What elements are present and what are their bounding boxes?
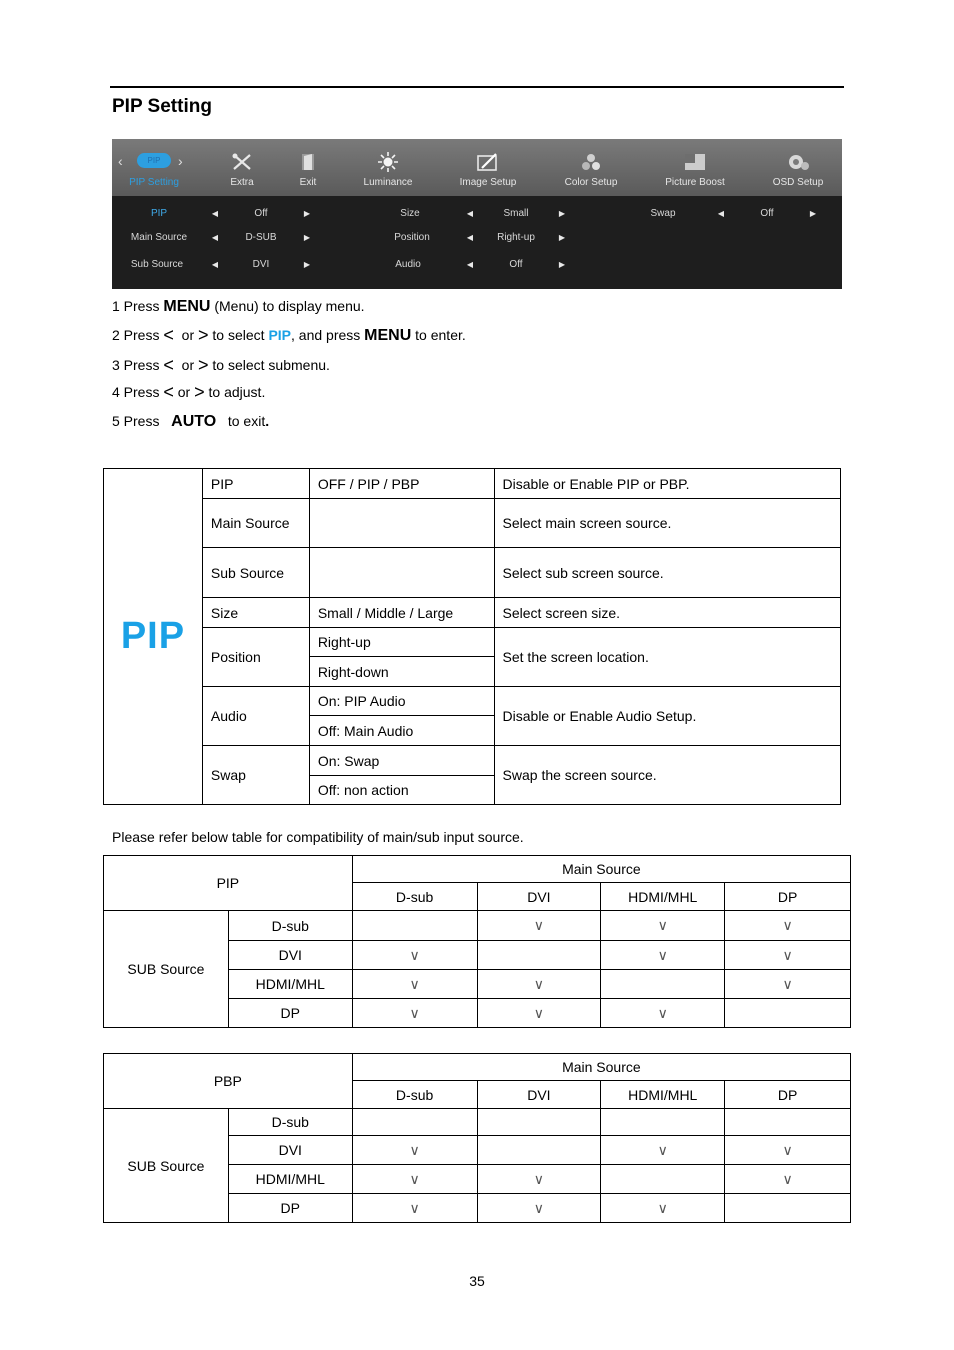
check-cell: ∨ [352, 970, 477, 999]
table-cell: Small / Middle / Large [309, 598, 494, 628]
table-row [104, 911, 851, 941]
check-cell: ∨ [725, 1165, 851, 1194]
row-header: DVI [228, 1136, 352, 1165]
chevron-right-icon: > [194, 382, 205, 402]
step-text: 4 Press [112, 384, 160, 400]
top-divider [110, 86, 844, 88]
table-cell: On: Swap [309, 746, 494, 776]
table-cell: Off: Main Audio [309, 716, 494, 746]
table-cell: Position [202, 628, 309, 687]
osd-tab-image-setup[interactable] [438, 139, 538, 196]
check-cell: ∨ [725, 1136, 851, 1165]
column-header: DVI [477, 1081, 601, 1109]
check-cell: ∨ [601, 999, 725, 1028]
pip-highlight: PIP [268, 327, 292, 343]
check-cell: ∨ [352, 941, 477, 970]
instruction-step-2 [112, 327, 466, 345]
chevron-right-icon: > [198, 355, 209, 375]
check-cell: ∨ [352, 1165, 477, 1194]
osd-menu-screenshot [112, 139, 842, 289]
table-cell: Swap the screen source. [494, 746, 840, 805]
osd-value: Off [760, 208, 774, 219]
check-cell: ∨ [352, 1136, 477, 1165]
page-number: 35 [469, 1273, 485, 1289]
check-cell [601, 970, 725, 999]
check-cell: ∨ [477, 999, 601, 1028]
step-text: to exit [227, 413, 266, 429]
table-row [104, 687, 841, 716]
check-cell [725, 1109, 851, 1136]
step-text: or [181, 327, 195, 343]
table-mode-header: PIP [104, 856, 353, 911]
row-header: DP [228, 999, 352, 1028]
osd-tab-label: Exit [299, 177, 317, 188]
check-cell: ∨ [352, 999, 477, 1028]
left-arrow-icon[interactable]: ◀ [717, 209, 725, 218]
check-cell: ∨ [601, 911, 725, 941]
table-cell: Disable or Enable PIP or PBP. [494, 469, 840, 499]
table-cell: Set the screen location. [494, 628, 840, 687]
pip-logo-cell [104, 469, 203, 805]
chevron-right-icon: > [198, 325, 209, 345]
tools-icon [230, 152, 254, 172]
table-cell: Swap [202, 746, 309, 805]
sub-source-header: SUB Source [104, 1109, 229, 1223]
picture-boost-icon [683, 152, 707, 172]
instruction-step-3 [112, 357, 330, 373]
main-source-header: Main Source [352, 856, 850, 883]
table-cell: OFF / PIP / PBP [309, 469, 494, 499]
menu-key-label: MENU [163, 298, 211, 315]
osd-tab-label: PIP Setting [129, 177, 179, 188]
step-text: or [181, 357, 195, 373]
right-arrow-icon[interactable]: ▶ [303, 233, 311, 242]
step-text: 3 Press [112, 357, 160, 373]
left-arrow-icon[interactable]: ◀ [466, 260, 474, 269]
table-cell: On: PIP Audio [309, 687, 494, 716]
table-cell: Main Source [202, 499, 309, 548]
check-cell: ∨ [601, 941, 725, 970]
table-cell [309, 499, 494, 548]
check-cell: ∨ [477, 1194, 601, 1223]
color-circles-icon [579, 152, 603, 172]
table-row [104, 856, 851, 883]
osd-value: Off [254, 208, 268, 219]
table-row [104, 598, 841, 628]
osd-item-swap: Swap [650, 208, 676, 219]
auto-key-label: AUTO [171, 413, 217, 430]
row-header: D-sub [228, 1109, 352, 1136]
osd-tab-pip-setting[interactable] [112, 139, 204, 196]
check-cell: ∨ [725, 911, 851, 941]
row-header: D-sub [228, 911, 352, 941]
table-cell: Disable or Enable Audio Setup. [494, 687, 840, 746]
osd-tab-color-setup[interactable] [541, 139, 641, 196]
page-title: PIP Setting [112, 96, 212, 117]
step-text: to enter. [415, 327, 466, 343]
table-cell: Select screen size. [494, 598, 840, 628]
osd-item-pip: PIP [150, 208, 168, 219]
column-header: DP [725, 1081, 851, 1109]
chevron-left-icon[interactable]: ‹ [118, 153, 123, 169]
osd-tab-label: Luminance [363, 177, 413, 188]
osd-tab-bar [112, 139, 842, 196]
chevron-left-icon: < [163, 382, 174, 402]
pip-compatibility-table [103, 855, 851, 1028]
step-text: or [177, 384, 191, 400]
check-cell [725, 999, 851, 1028]
check-cell: ∨ [352, 1194, 477, 1223]
step-text: to adjust. [208, 384, 266, 400]
pbp-compatibility-table [103, 1053, 851, 1223]
table-cell [309, 548, 494, 598]
table-cell: Select main screen source. [494, 499, 840, 548]
step-text: to select [212, 327, 265, 343]
osd-tab-label: Extra [230, 177, 254, 188]
table-row [104, 1054, 851, 1081]
table-row [104, 746, 841, 776]
column-header: HDMI/MHL [601, 1081, 725, 1109]
pip-function-table [103, 468, 841, 805]
left-arrow-icon[interactable]: ◀ [211, 260, 219, 269]
instruction-step-1 [112, 298, 365, 316]
right-arrow-icon[interactable]: ▶ [809, 209, 817, 218]
right-arrow-icon[interactable]: ▶ [558, 233, 566, 242]
row-header: HDMI/MHL [228, 1165, 352, 1194]
osd-item-main-source: Main Source [130, 232, 188, 243]
table-mode-header: PBP [104, 1054, 353, 1109]
step-text: (Menu) to display menu. [214, 298, 365, 314]
step-text: 5 Press [112, 413, 160, 429]
table-cell: Audio [202, 687, 309, 746]
check-cell [601, 1165, 725, 1194]
table-row [104, 499, 841, 548]
check-cell [352, 911, 477, 941]
check-cell [352, 1109, 477, 1136]
step-text: , and press [291, 327, 361, 343]
right-arrow-icon[interactable]: ▶ [558, 209, 566, 218]
check-cell [477, 941, 601, 970]
sub-source-header: SUB Source [104, 911, 229, 1028]
step-text: 2 Press [112, 327, 160, 343]
left-arrow-icon[interactable]: ◀ [211, 233, 219, 242]
column-header: DVI [477, 883, 601, 911]
right-arrow-icon[interactable]: ▶ [303, 260, 311, 269]
left-arrow-icon[interactable]: ◀ [211, 209, 219, 218]
row-header: DP [228, 1194, 352, 1223]
compatibility-note: Please refer below table for compatibility of main/sub input source. [112, 829, 524, 845]
table-row [104, 469, 841, 499]
osd-item-audio: Audio [395, 259, 421, 270]
menu-key-label: MENU [364, 327, 412, 344]
osd-value: Small [503, 208, 529, 219]
table-row [104, 628, 841, 657]
osd-tab-picture-boost[interactable] [645, 139, 745, 196]
chevron-left-icon: < [163, 355, 174, 375]
osd-value: Off [509, 259, 523, 270]
column-header: D-sub [352, 883, 477, 911]
row-header: DVI [228, 941, 352, 970]
osd-tab-luminance[interactable] [338, 139, 438, 196]
osd-tab-label: Image Setup [459, 177, 517, 188]
column-header: D-sub [352, 1081, 477, 1109]
osd-tab-label: OSD Setup [772, 177, 824, 188]
step-text: . [265, 413, 270, 429]
right-arrow-icon[interactable]: ▶ [558, 260, 566, 269]
row-header: HDMI/MHL [228, 970, 352, 999]
osd-tab-label: Picture Boost [665, 177, 725, 188]
pip-logo: PIP [120, 615, 186, 657]
left-arrow-icon[interactable]: ◀ [466, 233, 474, 242]
table-cell: PIP [202, 469, 309, 499]
osd-item-sub-source: Sub Source [130, 259, 184, 270]
check-cell [477, 1109, 601, 1136]
instruction-step-5 [112, 413, 269, 431]
table-cell: Size [202, 598, 309, 628]
check-cell: ∨ [477, 911, 601, 941]
column-header: HDMI/MHL [601, 883, 725, 911]
check-cell [477, 1136, 601, 1165]
chevron-left-icon: < [163, 325, 174, 345]
main-source-header: Main Source [352, 1054, 850, 1081]
step-text: 1 Press [112, 298, 160, 314]
osd-gear-icon [786, 152, 810, 172]
table-row [104, 548, 841, 598]
osd-value: DVI [252, 259, 270, 270]
osd-item-size: Size [400, 208, 420, 219]
table-cell: Right-up [309, 628, 494, 657]
sun-icon [376, 152, 400, 172]
table-cell: Right-down [309, 657, 494, 687]
osd-item-position: Position [394, 232, 430, 243]
right-arrow-icon[interactable]: ▶ [303, 209, 311, 218]
osd-tab-label: Color Setup [564, 177, 618, 188]
check-cell: ∨ [601, 1194, 725, 1223]
pip-icon: PIP [137, 153, 171, 168]
check-cell [725, 1194, 851, 1223]
left-arrow-icon[interactable]: ◀ [466, 209, 474, 218]
chevron-right-icon[interactable]: › [178, 153, 183, 169]
check-cell: ∨ [725, 970, 851, 999]
table-cell: Select sub screen source. [494, 548, 840, 598]
check-cell: ∨ [477, 970, 601, 999]
column-header: DP [725, 883, 851, 911]
step-text: to select submenu. [212, 357, 330, 373]
check-cell [601, 1109, 725, 1136]
check-cell: ∨ [725, 941, 851, 970]
check-cell: ∨ [601, 1136, 725, 1165]
osd-value: D-SUB [245, 232, 277, 243]
table-cell: Off: non action [309, 776, 494, 805]
instruction-step-4 [112, 384, 265, 400]
osd-value: Right-up [497, 232, 535, 243]
image-setup-icon [476, 152, 500, 172]
osd-tab-osd-setup[interactable] [748, 139, 842, 196]
table-cell: Sub Source [202, 548, 309, 598]
table-row [104, 1109, 851, 1136]
check-cell: ∨ [477, 1165, 601, 1194]
exit-icon [296, 152, 320, 172]
